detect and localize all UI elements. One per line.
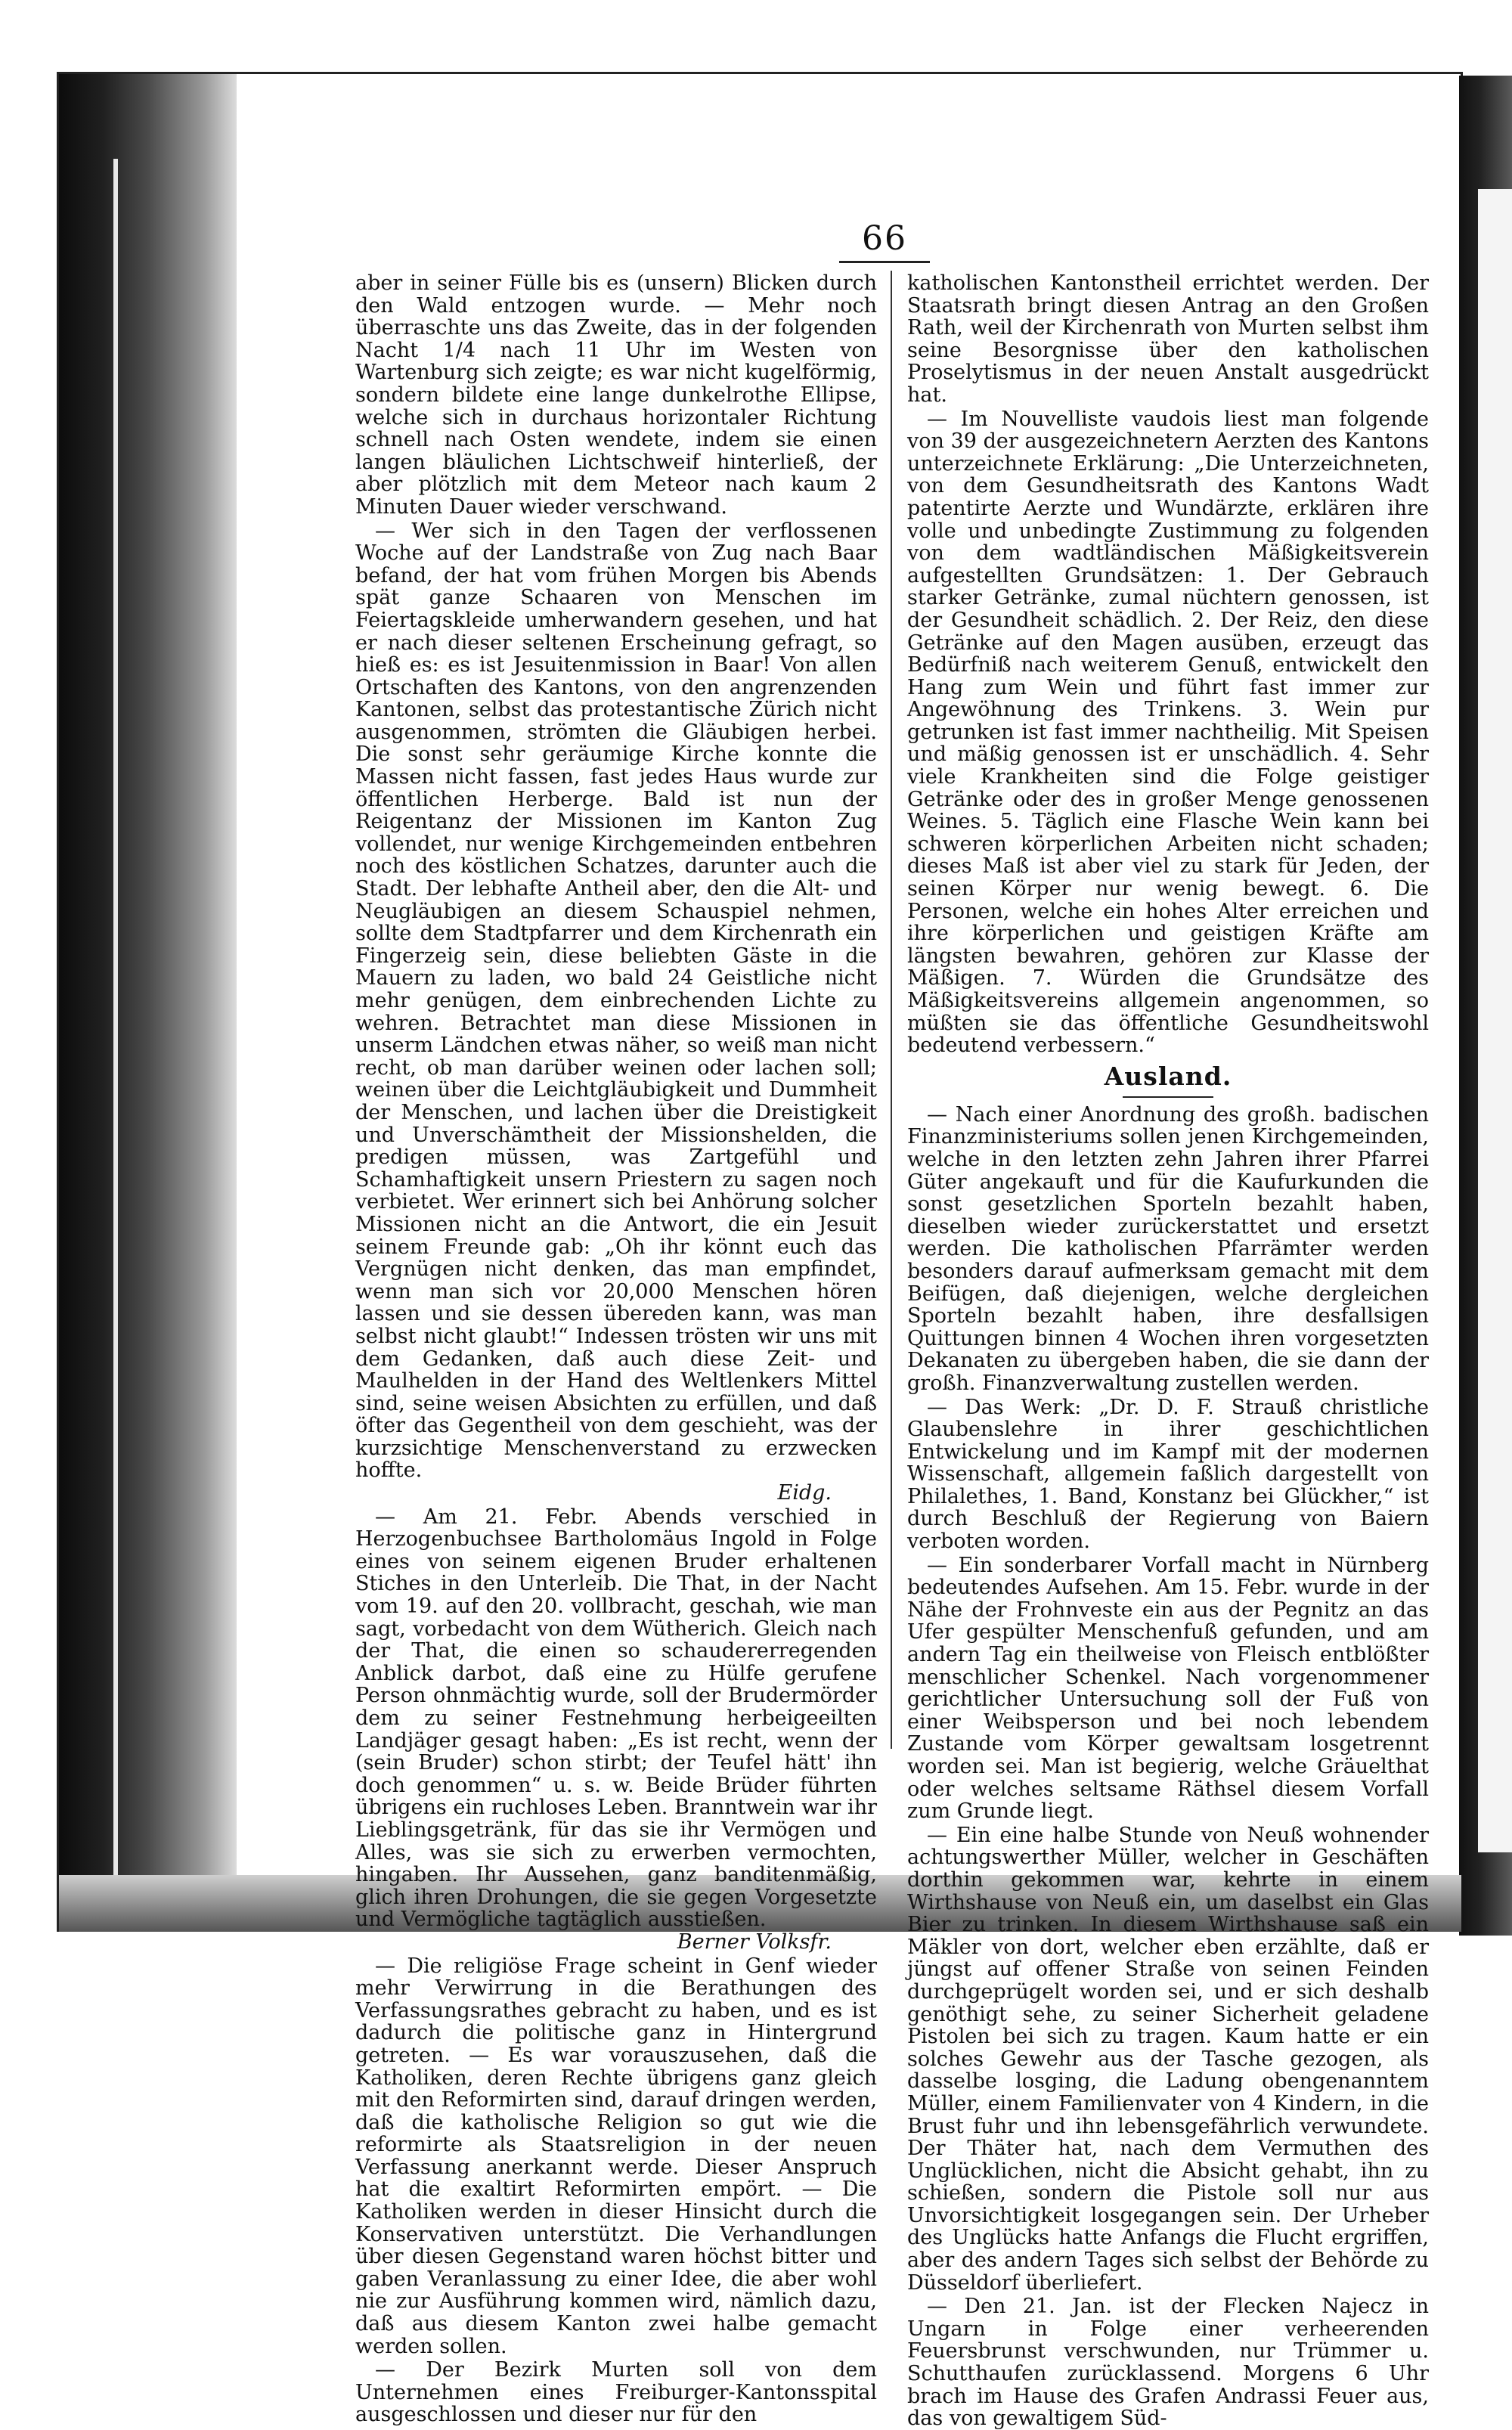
article-paragraph: — Im Nouvelliste vaudois liest man folgende von 39 der ausgezeichnetern Aerzten des Kantons unterzeichnete Erklärung: „Die Unterzeichneten, von dem Gesundheitsrath des Kantons Wadt patentirte Aerzte und Wundärzte, erklären ihre volle und unbedingte Zustimmung zu folgenden von dem wadtländischen Mäßigkeitsverein aufgestellten Grundsätzen: 1. Der Gebrauch starker Getränke, zumal nüchtern genossen, ist der Gesundheit schädlich. 2. Der Reiz, den diese Getränke auf den Magen ausüben, erzeugt das Bedürfniß nach weiterem Genuß, entwickelt den Hang zum Wein und führt fast immer zur Angewöhnung des Trinkens. 3. Wein pur getrunken ist fast immer nachtheilig. Mit Speisen und mäßig genossen ist er unschädlich. 4. Sehr viele Krankheiten sind die Folge geistiger Getränke oder des in großer Menge genossenen Weines. 5. Täglich eine Flasche Wein kann bei schweren körperlichen Arbeiten nicht schaden; dieses Maß ist aber viel zu stark für Jeden, der seinen Körper nur wenig bewegt. 6. Die Personen, welche ein hohes Alter erreichen und ihre körperlichen und geistigen Kräfte am längsten bewahren, gehören zur Klasse der Mäßigen. 7. Würden die Grundsätze des Mäßigkeitsvereins allgemein angenommen, so müßten sie das öffentliche Gesundheitswohl bedeutend verbessern.“ xyxy=(907,407,1429,1058)
article-paragraph: aber in seiner Fülle bis es (unsern) Blicken durch den Wald entzogen wurde. — Mehr noch überraschte uns das Zweite, das in der folgenden Nacht 1/4 nach 11 Uhr im Westen von Wartenburg sich zeigte; es war nicht kugelförmig, sondern bildete eine lange dunkelrothe Ellipse, welche sich in durchaus horizontaler Richtung schnell nach Osten wendete, indem sie einen langen bläulichen Lichtschweif hinterließ, der aber plötzlich mit dem Meteor nach kaum 2 Minuten Dauer wieder verschwand. xyxy=(355,271,877,519)
article-paragraph: — Der Bezirk Murten soll von dem Unternehmen eines Freiburger-Kantonsspital ausgeschlossen und dieser nur für den xyxy=(355,2358,877,2427)
article-source: Berner Volksfr. xyxy=(677,1929,832,1954)
article-paragraph: — Den 21. Jan. ist der Flecken Najecz in Ungarn in Folge einer verheerenden Feuersbrunst verschwunden, nur Trümmer u. Schutthaufen zurücklassend. Morgens 6 Uhr brach im Hause des Grafen Andrassi Feuer aus, das von gewaltigem Süd- xyxy=(907,2295,1429,2430)
article-paragraph: — Ein eine halbe Stunde von Neuß wohnender achtungswerther Müller, welcher in Geschäften dorthin gekommen war, kehrte in einem Wirthshause von Neuß ein, um daselbst ein Glas Bier zu trinken. In diesem Wirthshause saß ein Mäkler von dort, welcher eben erzählte, daß er jüngst auf offener Straße von seinen Feinden durchgeprügelt worden sei, und er sich deshalb genöthigt sehe, zu seiner Sicherheit geladene Pistolen bei sich zu tragen. Kaum hatte er ein solches Gewehr aus der Tasche gezogen, als dasselbe losging, die Ladung obengenanntem Müller, einem Familienvater von 4 Kindern, in die Brust fuhr und ihn lebensgefährlich verwundete. Der Thäter hat, nach dem Vermuthen des Unglücklichen, nicht die Absicht gehabt, ihn zu schießen, sondern die Pistole soll nur aus Unvorsichtigkeit losgegangen sein. Der Urheber des Unglücks hatte Anfangs die Flucht ergriffen, aber des andern Tages sich selbst der Behörde zu Düsseldorf überliefert. xyxy=(907,1823,1429,2295)
adjacent-page-strip xyxy=(1478,189,1512,1852)
article-paragraph: — Das Werk: „Dr. D. F. Strauß christliche Glaubenslehre in ihrer geschichtlichen Entwickelung und im Kampf mit der modernen Wissenschaft, allgemein faßlich dargestellt von Philalethes, 1. Band, Konstanz bei Glückher,“ ist durch Beschluß der Regierung von Baiern verboten worden. xyxy=(907,1395,1429,1554)
page-number-rule xyxy=(839,261,930,263)
section-rule xyxy=(1123,1096,1213,1098)
right-column xyxy=(907,271,1429,2430)
article-source: Eidg. xyxy=(777,1481,832,1505)
binding-shadow xyxy=(59,74,237,1929)
section-heading-ausland: Ausland. xyxy=(1104,1061,1232,1091)
column-divider xyxy=(891,271,892,1749)
page-number: 66 xyxy=(862,219,907,258)
article-paragraph: — Am 21. Febr. Abends verschied in Herzogenbuchsee Bartholomäus Ingold in Folge eines von seinem eigenen Bruder erhaltenen Stiches in den Unterleib. Die That, in der Nacht vom 19. auf den 20. vollbracht, geschah, wie man sagt, vorbedacht von dem Wütherich. Gleich nach der That, die einen so schaudererregenden Anblick darbot, daß eine zu Hülfe gerufene Person ohnmächtig wurde, soll der Brudermörder dem zu seiner Festnehmung herbeigeeilten Landjäger gesagt haben: „Es ist recht, wenn der (sein Bruder) schon stirbt; der Teufel hätt' ihn doch genommen“ u. s. w. Beide Brüder führten übrigens ein ruchloses Leben. Branntwein war ihr Lieblingsgetränk, für das sie ihr Vermögen und Alles, was sie sich zu erwerben vermochten, hingaben. Ihr Aussehen, ganz banditenmäßig, glich ihren Drohungen, die sie gegen Vorgesetzte und Vermögliche tagtäglich ausstießen. Berner Volksfr. xyxy=(355,1505,877,1954)
article-paragraph: katholischen Kantonstheil errichtet werden. Der Staatsrath bringt diesen Antrag an den Großen Rath, weil der Kirchenrath von Murten selbst ihm seine Besorgnisse über den katholischen Proselytismus in der neuen Anstalt ausgedrückt hat. xyxy=(907,271,1429,407)
binding-edge xyxy=(113,159,118,1875)
scan-margin-top xyxy=(0,0,1512,60)
article-paragraph: — Nach einer Anordnung des großh. badischen Finanzministeriums sollen jenen Kirchgemeinden, welche in den letzten zehn Jahren ihrer Pfarrei Güter angekauft und für die Kaufurkunden die sonst gesetzlichen Sporteln bezahlt haben, dieselben wieder zurückerstattet und ersetzt werden. Die katholischen Pfarrämter werden besonders darauf aufmerksam gemacht mit dem Beifügen, daß diejenigen, welche dergleichen Sporteln bezahlt haben, ihre desfallsigen Quittungen binnen 4 Wochen ihren vorgesetzten Dekanaten zu übergeben haben, die sie dann der großh. Finanzverwaltung zustellen werden. xyxy=(907,1102,1429,1395)
article-paragraph: — Wer sich in den Tagen der verflossenen Woche auf der Landstraße von Zug nach Baar befand, der hat vom frühen Morgen bis Abends spät ganze Schaaren von Menschen im Feiertagskleide umherwandern gesehen, und hat er nach dieser seltenen Erscheinung gefragt, so hieß es: es ist Jesuitenmission in Baar! Von allen Ortschaften des Kantons, von den angrenzenden Kantonen, selbst das protestantische Zürich nicht ausgenommen, strömten die Gläubigen herbei. Die sonst sehr geräumige Kirche konnte die Massen nicht fassen, fast jedes Haus wurde zur öffentlichen Herberge. Bald ist nun der Reigentanz der Missionen im Kanton Zug vollendet, nur wenige Kirchgemeinden entbehren noch des köstlichen Schatzes, darunter auch die Stadt. Der lebhafte Antheil aber, den die Alt- und Neugläubigen an diesem Schauspiel nehmen, sollte dem Stadtpfarrer und dem Kirchenrath ein Fingerzeig sein, diese beliebten Gäste in die Mauern zu laden, wo bald 24 Geistliche nicht mehr genügen, dem einbrechenden Lichte zu wehren. Betrachtet man diese Missionen in unserm Ländchen etwas näher, so weiß man nicht recht, ob man darüber weinen oder lachen soll; weinen über die Leichtgläubigkeit und Dummheit der Menschen, und lachen über die Dreistigkeit und Unverschämtheit der Missionshelden, die predigen müssen, was Zartgefühl und Schamhaftigkeit unsern Priestern zu sagen noch verbietet. Wer erinnert sich bei Anhörung solcher Missionen nicht an die Antwort, die ein Jesuit seinem Freunde gab: „Oh ihr könnt euch das Vergnügen nicht denken, das man empfindet, wenn man sich vor 20,000 Menschen hören lassen und sie dessen übereden kann, was man selbst nicht glaubt!“ Indessen trösten wir uns mit dem Gedanken, daß auch diese Zeit- und Maulhelden in der Hand des Weltlenkers Mittel sind, seine weisen Absichten zu erfüllen, und daß öfter das Gegentheil von dem geschieht, was der kurzsichtige Menschenverstand zu erzwecken hoffte. Eidg. xyxy=(355,519,877,1505)
article-paragraph: — Die religiöse Frage scheint in Genf wieder mehr Verwirrung in die Berathungen des Verfassungsrathes gebracht zu haben, und es ist dadurch die politische ganz in Hintergrund getreten. — Es war vorauszusehen, daß die Katholiken, deren Rechte übrigens ganz gleich mit den Reformirten sind, darauf dringen werden, daß die katholische Religion so gut wie die reformirte als Staatsreligion in der neuen Verfassung anerkannt werde. Dieser Anspruch hat die exaltirt Reformirten empört. — Die Katholiken werden in dieser Hinsicht durch die Konservativen unterstützt. Die Verhandlungen über diesen Gegenstand waren höchst bitter und gaben Veranlassung zu einer Idee, die aber wohl nie zur Ausführung kommen wird, nämlich dazu, daß aus diesem Kanton zwei halbe gemacht werden sollen. xyxy=(355,1954,877,2358)
left-column xyxy=(355,271,877,2427)
article-paragraph: — Ein sonderbarer Vorfall macht in Nürnberg bedeutendes Aufsehen. Am 15. Febr. wurde in der Nähe der Frohnveste ein aus der Pegnitz an das Ufer gespülter Menschenfuß gefunden, und am andern Tag ein theilweise von Fleisch entblößter menschlicher Schenkel. Nach vorgenommener gerichtlicher Untersuchung soll der Fuß von einer Weibsperson und bei noch lebendem Zustande vom Körper gewaltsam losgetrennt worden sei. Man ist begierig, welche Gräuelthat oder welches seltsame Räthsel diesem Vorfall zum Grunde liegt. xyxy=(907,1553,1429,1824)
